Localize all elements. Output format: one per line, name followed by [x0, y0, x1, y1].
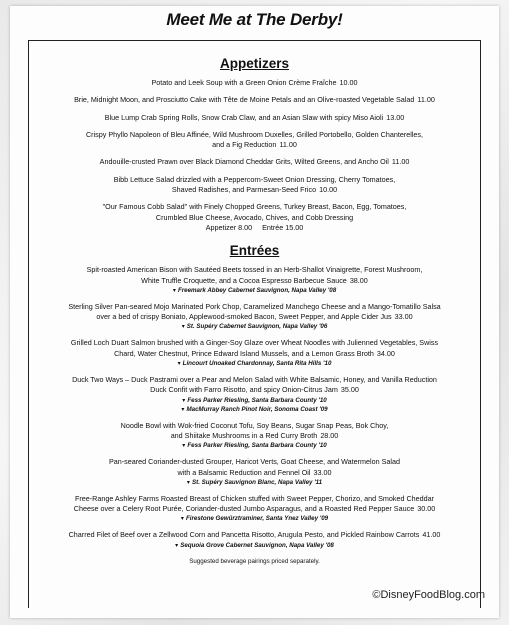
item-description-line — [32, 468, 477, 478]
item-description-line — [32, 157, 477, 167]
menu-item — [32, 175, 477, 196]
wine-pairing-text: Freemark Abbey Cabernet Sauvignon, Napa Valley '08 — [177, 286, 337, 294]
menu-item — [32, 78, 477, 88]
appetizers-heading: Appetizers — [219, 56, 290, 71]
item-description-text: Crispy Phyllo Napoleon of Bleu Affinée, Wild Mushroom Duxelles, Grilled Portobello, Golden Chanterelles, — [85, 129, 424, 139]
item-description-text: Free-Range Ashley Farms Roasted Breast of Chicken stuffed with Sweet Pepper, Chorizo, and Smoked Cheddar — [74, 493, 435, 503]
item-description-text: Andouille-crusted Prawn over Black Diamond Cheddar Grits, Wilted Greens, and Ancho Oil — [99, 157, 389, 167]
item-description-line — [32, 95, 477, 105]
wine-glass-icon: ▾ — [172, 286, 176, 294]
item-description-text: Sterling Silver Pan-seared Mojo Marinated Pork Chop, Caramelized Manchego Cheese and a Mango-Tomatillo Salsa — [68, 301, 441, 311]
item-description-text: Duck Two Ways – Duck Pastrami over a Pear and Melon Salad with White Balsamic, Honey, and Vanilla Reduction — [72, 375, 437, 385]
item-price: 10.00 — [339, 78, 358, 87]
wine-glass-icon: ▾ — [175, 541, 179, 549]
menu-item — [32, 202, 477, 233]
wine-pairing — [32, 405, 477, 414]
menu-title: Meet Me at The Derby! — [166, 10, 343, 29]
wine-glass-icon: ▾ — [182, 396, 186, 404]
wine-pairing-text: Firestone Gewürztraminer, Santa Ynez Valley '09 — [185, 515, 329, 523]
item-description-line — [32, 530, 477, 540]
wine-pairing-text: St. Supéry Cabernet Sauvignon, Napa Valley '06 — [186, 323, 328, 331]
wine-pairing — [32, 396, 477, 405]
wine-pairing-text: Fess Parker Riesling, Santa Barbara County '10 — [187, 396, 327, 404]
appetizer-price: Appetizer 8.00 — [205, 222, 253, 232]
menu-content — [32, 46, 477, 567]
item-price: 33.00 — [313, 467, 332, 477]
item-price: 13.00 — [386, 112, 405, 122]
menu-item — [32, 95, 477, 105]
item-description-line — [32, 302, 477, 312]
item-description-line — [32, 504, 477, 514]
item-description-text: Blue Lump Crab Spring Rolls, Snow Crab Claw, and an Asian Slaw with spicy Miso Aioli — [104, 112, 384, 122]
item-description-text: Grilled Loch Duart Salmon brushed with a Ginger-Soy Glaze over Wheat Noodles with Julienned Vegetables, Swiss — [70, 338, 439, 348]
item-description-line — [32, 113, 477, 123]
wine-pairing — [32, 359, 477, 368]
item-description-line — [32, 349, 477, 359]
item-description-line — [32, 140, 477, 150]
item-description-line — [32, 494, 477, 504]
item-description-text: Duck Confit with Farro Risotto, and spicy Onion-Citrus Jam — [150, 385, 338, 395]
item-price: 28.00 — [320, 430, 339, 440]
item-description-line — [32, 312, 477, 322]
menu-item — [32, 157, 477, 167]
item-description-text: Potato and Leek Soup with a Green Onion Crème Fraîche — [151, 78, 337, 87]
item-description-line — [32, 421, 477, 431]
item-description-line — [32, 202, 477, 212]
menu-item — [32, 421, 477, 451]
item-description-line — [32, 78, 477, 88]
item-description-text: Crumbled Blue Cheese, Avocado, Chives, and Cobb Dressing — [155, 212, 354, 222]
wine-glass-icon: ▾ — [186, 478, 191, 486]
pairing-footnote: Suggested beverage pairings priced separately. — [189, 557, 320, 565]
item-price: 34.00 — [376, 348, 395, 358]
item-description-text: and a Fig Reduction — [212, 140, 277, 150]
menu-item — [32, 530, 477, 549]
frame-top-rule — [28, 40, 481, 41]
item-price: 35.00 — [340, 385, 359, 395]
item-description-text: Bibb Lettuce Salad drizzled with a Peppercorn-Sweet Onion Dressing, Cherry Tomatoes, — [113, 174, 396, 184]
entrees-heading: Entrées — [229, 243, 280, 259]
item-description-line — [32, 130, 477, 140]
wine-glass-icon: ▾ — [181, 405, 185, 413]
menu-item — [32, 130, 477, 151]
item-description-line — [32, 375, 477, 385]
item-price: 41.00 — [422, 530, 441, 540]
item-description-line — [32, 457, 477, 467]
item-description-text: over a bed of crispy Boniato, Applewood-smoked Bacon, Sweet Pepper, and Apple Cider Jus — [96, 312, 392, 322]
item-price: 11.00 — [391, 157, 410, 167]
item-description-line — [32, 431, 477, 441]
frame-left-rule — [28, 40, 29, 608]
wine-glass-icon: ▾ — [181, 323, 185, 331]
menu-sheet — [10, 6, 499, 618]
item-price: 11.00 — [279, 140, 297, 150]
item-description-text: Noodle Bowl with Wok-fried Coconut Tofu, Soy Beans, Sugar Snap Peas, Bok Choy, — [120, 420, 389, 430]
wine-glass-icon: ▾ — [180, 515, 184, 523]
watermark: ©DisneyFoodBlog.com — [372, 589, 485, 601]
item-description-text: Chard, Water Chestnut, Prince Edward Island Mussels, and a Lemon Grass Broth — [114, 348, 374, 358]
item-description-line — [32, 185, 477, 195]
item-description-text: "Our Famous Cobb Salad" with Finely Chopped Greens, Turkey Breast, Bacon, Egg, Tomatoes, — [102, 202, 407, 212]
menu-item — [32, 265, 477, 295]
item-price: 11.00 — [417, 95, 435, 105]
wine-pairing-text: Sequoia Grove Cabernet Sauvignon, Napa Valley '08 — [180, 541, 334, 549]
wine-pairing-text: MacMurray Ranch Pinot Noir, Sonoma Coast '09 — [186, 405, 328, 413]
frame-right-rule — [480, 40, 481, 608]
item-description-text: White Truffle Croquette, and a Cocoa Espresso Barbecue Sauce — [141, 275, 347, 285]
item-description-line — [32, 385, 477, 395]
item-price: 33.00 — [394, 312, 413, 322]
menu-item — [32, 457, 477, 487]
wine-glass-icon: ▾ — [177, 360, 181, 368]
item-description-line — [32, 265, 477, 275]
wine-pairing — [32, 441, 477, 450]
menu-item — [32, 302, 477, 332]
menu-item — [32, 494, 477, 524]
appetizer-list — [32, 78, 477, 233]
item-description-line — [32, 213, 477, 223]
menu-item — [32, 113, 477, 123]
wine-pairing-text: Fess Parker Riesling, Santa Barbara County '10 — [187, 442, 327, 450]
menu-item — [32, 338, 477, 368]
item-description-text: Brie, Midnight Moon, and Prosciutto Cake with Tête de Moine Petals and an Olive-roasted Vegetable Salad — [74, 95, 415, 105]
item-price: 30.00 — [417, 504, 436, 514]
entree-price: Entrée 15.00 — [262, 222, 304, 232]
item-description-text: Cheese over a Celery Root Purée, Coriander-dusted Jumbo Asparagus, and a Roasted Red Pepper Sauce — [73, 504, 415, 514]
wine-pairing-text: St. Supéry Sauvignon Blanc, Napa Valley '11 — [192, 478, 323, 486]
item-description-text: Charred Filet of Beef over a Zellwood Corn and Pancetta Risotto, Arugula Pesto, and Pickled Rainbow Carrots — [68, 530, 420, 540]
wine-pairing — [32, 478, 477, 487]
item-description-text: Pan-seared Coriander-dusted Grouper, Haricot Verts, Goat Cheese, and Watermelon Salad — [109, 457, 400, 467]
wine-pairing — [32, 514, 477, 523]
item-price: 10.00 — [319, 185, 338, 195]
wine-pairing — [32, 322, 477, 331]
wine-pairing-text: Lincourt Unoaked Chardonnay, Santa Rita Hills '10 — [182, 360, 332, 368]
item-description-text: and Shiitake Mushrooms in a Red Curry Broth — [170, 430, 318, 440]
item-description-text: with a Balsamic Reduction and Fennel Oil — [177, 467, 311, 477]
menu-item — [32, 375, 477, 414]
item-description-line — [32, 175, 477, 185]
item-size-prices — [32, 223, 477, 233]
item-price: 38.00 — [349, 275, 368, 285]
entree-list — [32, 265, 477, 549]
wine-glass-icon: ▾ — [182, 442, 186, 450]
item-description-text: Spit-roasted American Bison with Sautéed Beets tossed in an Herb-Shallot Vinaigrette, Forest Mushroom, — [86, 265, 423, 275]
item-description-line — [32, 276, 477, 286]
wine-pairing — [32, 286, 477, 295]
item-description-text: Shaved Radishes, and Parmesan-Seed Frico — [171, 185, 317, 195]
item-description-line — [32, 338, 477, 348]
wine-pairing — [32, 541, 477, 550]
